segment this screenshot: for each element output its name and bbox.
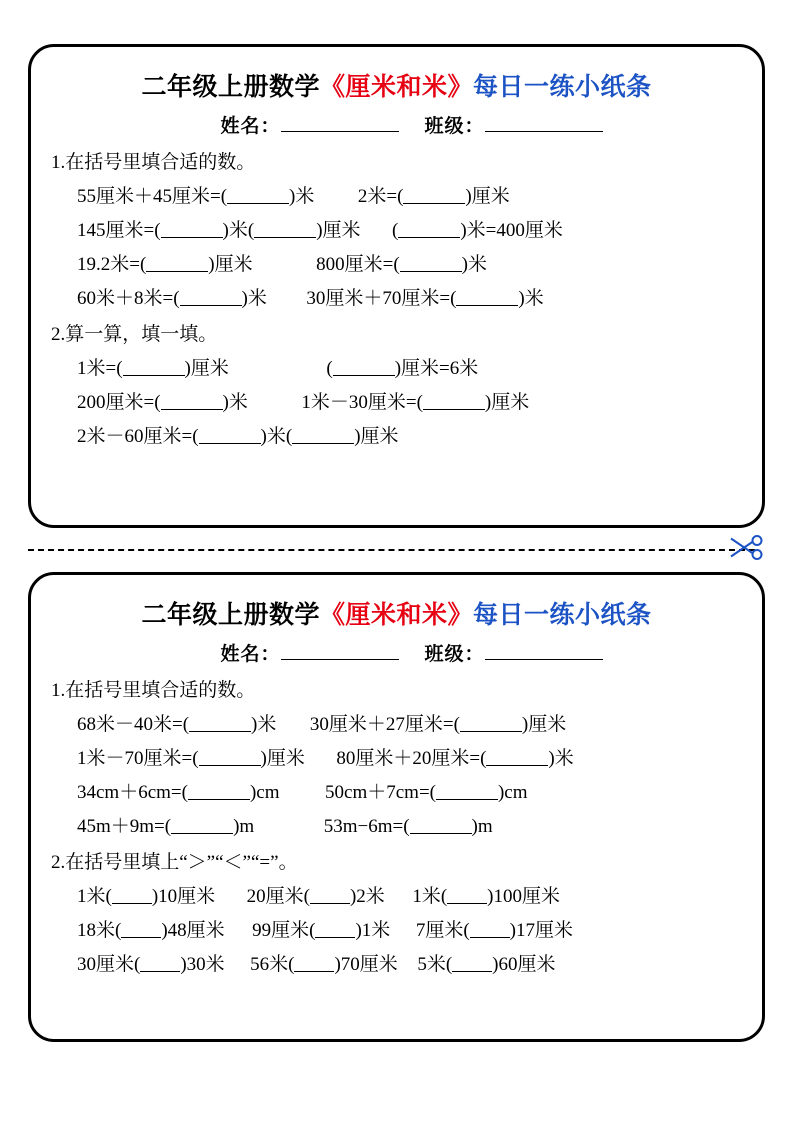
exercise-row — [51, 249, 742, 276]
exercise-row — [51, 743, 742, 770]
expr-text: )米 — [241, 288, 267, 309]
expr-text: )70厘米 — [334, 954, 398, 975]
expr-text: ( — [326, 358, 333, 379]
expr-text: 1米=( — [77, 358, 123, 379]
expr-text: )米 — [289, 186, 315, 207]
expr-text: 1米－30厘米=( — [301, 392, 423, 413]
expr-text: 60米＋8米=( — [77, 288, 180, 309]
answer-blank[interactable] — [470, 922, 510, 938]
expr-text: 800厘米=( — [316, 254, 400, 275]
expr-text: )米 — [222, 392, 248, 413]
expr-text: 19.2米=( — [77, 254, 147, 275]
expr-text: 5米( — [417, 954, 453, 975]
answer-blank[interactable] — [121, 922, 161, 938]
name-input-blank[interactable] — [281, 114, 399, 132]
answer-blank[interactable] — [140, 956, 180, 972]
exercise-row — [51, 283, 742, 310]
answer-blank[interactable] — [123, 360, 185, 376]
answer-blank[interactable] — [161, 222, 223, 238]
expr-text: )厘米 — [316, 220, 361, 241]
section-heading: 2.在括号里填上“＞”“＜”“=”。 — [51, 852, 298, 873]
section-heading: 1.在括号里填合适的数。 — [51, 680, 256, 701]
expr-text: )m — [471, 816, 493, 837]
expr-text: 50cm＋7cm=( — [325, 782, 436, 803]
title-part-grade: 二年级上册数学 — [141, 74, 320, 101]
answer-blank[interactable] — [292, 428, 354, 444]
answer-blank[interactable] — [398, 222, 460, 238]
expr-text: )1米 — [355, 920, 391, 941]
worksheet-title-top — [51, 67, 742, 103]
dashed-line — [28, 549, 755, 551]
expr-text: 45m＋9m=( — [77, 816, 172, 837]
answer-blank[interactable] — [199, 750, 261, 766]
expr-text: )厘米 — [354, 426, 399, 447]
name-input-blank[interactable] — [281, 642, 399, 660]
worksheet-card-top — [28, 44, 765, 528]
expr-text: )17厘米 — [509, 920, 573, 941]
expr-text: )米 — [548, 748, 574, 769]
expr-text: )cm — [497, 782, 528, 803]
class-input-blank[interactable] — [485, 114, 603, 132]
expr-text: 1米( — [412, 886, 448, 907]
expr-text: ( — [392, 220, 399, 241]
expr-text: 30厘米( — [77, 954, 141, 975]
answer-blank[interactable] — [189, 716, 251, 732]
title-part-suffix: 每日一练小纸条 — [473, 602, 652, 629]
answer-blank[interactable] — [112, 888, 152, 904]
expr-text: 56米( — [250, 954, 295, 975]
answer-blank[interactable] — [146, 256, 208, 272]
answer-blank[interactable] — [161, 394, 223, 410]
expr-text: 80厘米＋20厘米=( — [336, 748, 487, 769]
answer-blank[interactable] — [436, 784, 498, 800]
student-info-row-top — [51, 111, 742, 138]
expr-text: )2米 — [349, 886, 385, 907]
title-part-suffix: 每日一练小纸条 — [473, 74, 652, 101]
class-label: 班级： — [425, 639, 603, 666]
expr-text: )厘米 — [465, 186, 510, 207]
expr-text: )米 — [518, 288, 544, 309]
expr-text: 2米－60厘米=( — [77, 426, 199, 447]
answer-blank[interactable] — [180, 290, 242, 306]
title-part-topic: 《厘米和米》 — [319, 74, 473, 101]
answer-blank[interactable] — [254, 222, 316, 238]
worksheet-title-bottom — [51, 595, 742, 631]
answer-blank[interactable] — [400, 256, 462, 272]
answer-blank[interactable] — [456, 290, 518, 306]
expr-text: )m — [233, 816, 255, 837]
answer-blank[interactable] — [333, 360, 395, 376]
expr-text: )厘米 — [484, 392, 530, 413]
expr-text: )厘米=6米 — [394, 358, 479, 379]
exercise-row — [51, 777, 742, 804]
class-label: 班级： — [425, 111, 603, 138]
answer-blank[interactable] — [315, 922, 355, 938]
expr-text: 68米－40米=( — [77, 714, 190, 735]
answer-blank[interactable] — [199, 428, 261, 444]
expr-text: )100厘米 — [487, 886, 560, 907]
expr-text: 200厘米=( — [77, 392, 161, 413]
answer-blank[interactable] — [423, 394, 485, 410]
title-part-topic: 《厘米和米》 — [319, 602, 473, 629]
answer-blank[interactable] — [447, 888, 487, 904]
answer-blank[interactable] — [460, 716, 522, 732]
expr-text: 34cm＋6cm=( — [77, 782, 188, 803]
exercise-row — [51, 881, 742, 908]
section-heading: 1.在括号里填合适的数。 — [51, 152, 256, 173]
expr-text: 99厘米( — [252, 920, 316, 941]
expr-text: )60厘米 — [492, 954, 556, 975]
expr-text: 18米( — [77, 920, 122, 941]
scissors-icon — [729, 535, 763, 566]
expr-text: )米 — [461, 254, 487, 275]
expr-text: 30厘米＋70厘米=( — [306, 288, 457, 309]
exercise-row — [51, 915, 742, 942]
exercise-row — [51, 709, 742, 736]
expr-text: )10厘米 — [151, 886, 216, 907]
expr-text: )厘米 — [208, 254, 253, 275]
exercise-row — [51, 811, 742, 838]
exercise-row — [51, 215, 742, 242]
expr-text: )米( — [222, 220, 255, 241]
answer-blank[interactable] — [294, 956, 334, 972]
expr-text: 2米=( — [357, 186, 404, 207]
expr-text: )厘米 — [260, 748, 305, 769]
section-heading: 2.算一算，填一填。 — [51, 324, 218, 345]
expr-text: )米( — [260, 426, 293, 447]
exercise-row — [51, 949, 742, 976]
expr-text: 30厘米＋27厘米=( — [309, 714, 460, 735]
expr-text: )米=400厘米 — [460, 220, 563, 241]
title-part-grade: 二年级上册数学 — [141, 602, 320, 629]
expr-text: 7厘米( — [415, 920, 470, 941]
expr-text: )30米 — [180, 954, 225, 975]
answer-blank[interactable] — [410, 818, 472, 834]
student-info-row-bottom — [51, 639, 742, 666]
answer-blank[interactable] — [403, 188, 465, 204]
worksheet-card-bottom — [28, 572, 765, 1042]
name-label: 姓名： — [220, 639, 398, 666]
expr-text: )厘米 — [184, 358, 229, 379]
answer-blank[interactable] — [188, 784, 250, 800]
answer-blank[interactable] — [486, 750, 548, 766]
name-label: 姓名： — [220, 111, 398, 138]
expr-text: 20厘米( — [246, 886, 310, 907]
answer-blank[interactable] — [310, 888, 350, 904]
expr-text: )48厘米 — [161, 920, 225, 941]
expr-text: )厘米 — [521, 714, 567, 735]
expr-text: )米 — [251, 714, 277, 735]
exercise-row — [51, 387, 742, 414]
cut-line — [28, 528, 765, 572]
expr-text: )cm — [249, 782, 280, 803]
exercise-row — [51, 353, 742, 380]
exercise-row — [51, 421, 742, 448]
answer-blank[interactable] — [171, 818, 233, 834]
expr-text: 145厘米=( — [77, 220, 161, 241]
expr-text: 55厘米＋45厘米=( — [77, 186, 228, 207]
answer-blank[interactable] — [227, 188, 289, 204]
class-input-blank[interactable] — [485, 642, 603, 660]
expr-text: 1米( — [77, 886, 112, 907]
expr-text: 1米－70厘米=( — [77, 748, 199, 769]
exercise-row — [51, 181, 742, 208]
expr-text: 53m−6m=( — [323, 816, 410, 837]
answer-blank[interactable] — [452, 956, 492, 972]
